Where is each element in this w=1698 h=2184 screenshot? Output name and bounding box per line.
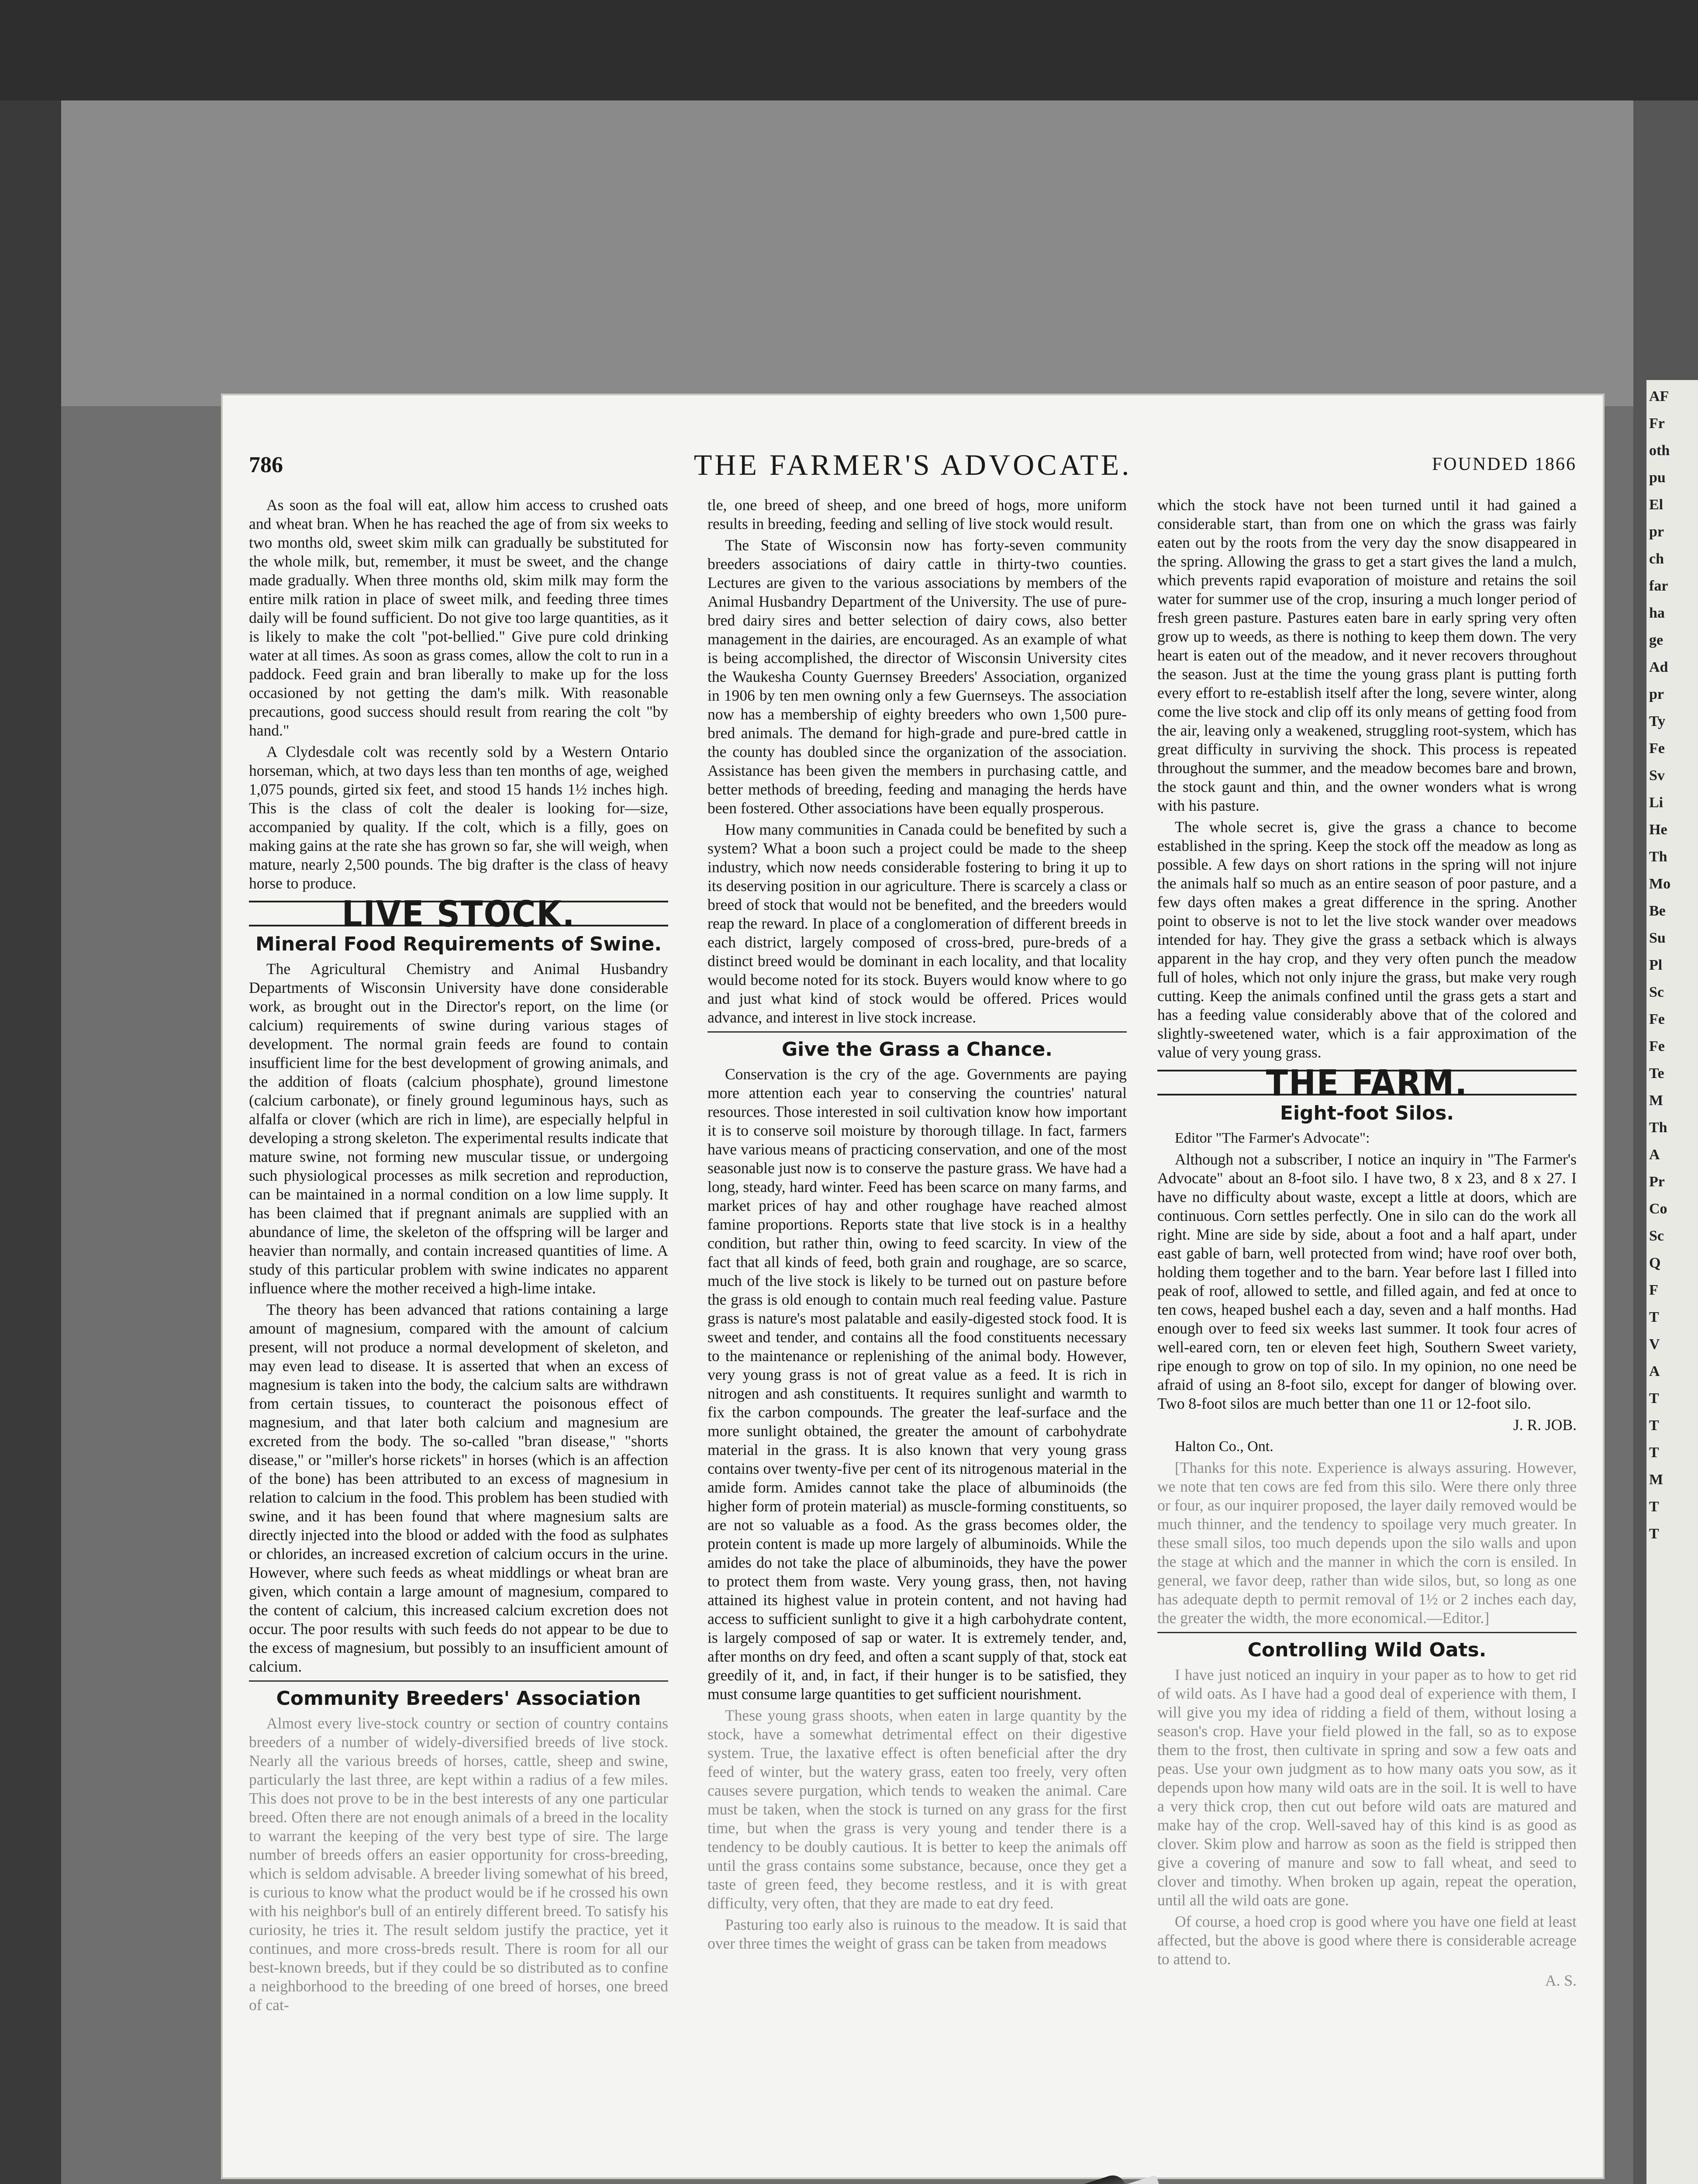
- neighbor-page-fragment: Q: [1649, 1255, 1661, 1271]
- neighbor-page-fragment: Su: [1649, 930, 1666, 946]
- neighbor-page-fragment: Co: [1649, 1201, 1667, 1217]
- neighbor-page-fragment: Pr: [1649, 1174, 1665, 1190]
- neighbor-page-fragment: F: [1649, 1282, 1658, 1298]
- place-line: Halton Co., Ont.: [1175, 1438, 1274, 1455]
- article-paragraph: The State of Wisconsin now has forty-seven community breeders associations of dairy cattle in thirty-two counties. Lectures are given to the various associations by members of the Animal Husbandry Department of the University. The use of pure-bred dairy sires and better selection of dairy cows, also better management in the dairies, are encouraged. As an example of what is being accomplished, the director of Wisconsin University cites the Waukesha County Guernsey Breeders' Association, organized in 1906 by ten men owning only a few Guernseys. The association now has a membership of eighty breeders who own 1,500 pure-bred animals. The demand for high-grade and pure-bred cattle in the county has doubled since the organization of the association. Assistance has been given the members in purchasing cattle, and better methods of breeding, feeding and managing the herds have been fostered. Other associations have been equally prosperous.: [708, 536, 1127, 817]
- neighbor-page-fragment: M: [1649, 1092, 1663, 1109]
- neighbor-page-fragment: T: [1649, 1390, 1659, 1406]
- article-paragraph: Pasturing too early also is ruinous to the meadow. It is said that over three times the weight of grass can be taken from meadows: [708, 1916, 1127, 1952]
- neighbor-page-fragment: Fe: [1649, 740, 1665, 757]
- column-3: [1157, 496, 1577, 1993]
- article-paragraph: I have just noticed an inquiry in your paper as to how to get rid of wild oats. As I have had a good deal of experience with them, I will give you my idea of ridding a field of them, without losing a season's crop. Have your field plowed in the fall, so as to expose them to the frost, then cultivate in spring and sow a few oats and peas. Use your own judgment as to how many oats you sow, as it depends upon how many wild oats are in the soil. It is well to have a very thick crop, then cut out before wild oats are matured and make hay of the crop. Well-saved hay of this kind is as good as clover. Skim plow and harrow as soon as the field is stripped then give a covering of manure and sow to fall wheat, and seed to clover and timothy. When broken up again, repeat the operation, until all the wild oats are gone.: [1157, 1666, 1577, 1909]
- divider: [708, 1031, 1127, 1033]
- department-heading-live-stock: LIVE STOCK.: [249, 901, 668, 926]
- scan-border-top: [0, 0, 1698, 100]
- neighbor-page-fragment: pu: [1649, 470, 1666, 486]
- neighbor-page-fragment: ch: [1649, 551, 1664, 567]
- article-headline: Eight-foot Silos.: [1280, 1102, 1454, 1124]
- neighbor-page-fragment: Mo: [1649, 876, 1671, 892]
- neighbor-page-fragment: pr: [1649, 524, 1664, 540]
- neighbor-page-fragment: A: [1649, 1147, 1660, 1163]
- neighbor-page-fragment: oth: [1649, 442, 1670, 459]
- article-paragraph: Almost every live-stock country or section of country contains breeders of a number of widely-diversified breeds of live stock. Nearly all the various breeds of horses, cattle, sheep and swine, particularly the last three, are kept within a radius of a few miles. This does not prove to be in the best interests of any one particular breed. Often there are not enough animals of a breed in the locality to warrant the keeping of the very best type of sire. The large number of breeds offers an easier opportunity for cross-breeding, which is seldom advisable. A breeder living somewhat of his breed, is curious to know what the product would be if he crossed his own with his neighbor's bull of an entirely different breed. To satisfy his curiosity, he tries it. The result seldom justify the practice, yet it continues, and more cross-breds result. There is room for all our best-known breeds, but if they could be so distributed as to confine a neighborhood to the breeding of one breed of horses, one breed of cat-: [249, 1714, 668, 2014]
- article-paragraph: As soon as the foal will eat, allow him access to crushed oats and wheat bran. When he has reached the age of from six weeks to two months old, sweet skim milk can gradually be substituted for the whole milk, but, remember, it must be sweet, and the change made gradually. When three months old, skim milk may form the entire milk ration in place of sweet milk, and feeding three times daily will be found sufficient. Do not give too large quantities, as it is likely to make the colt "pot-bellied." Give pure cold drinking water at all times. As soon as grass comes, allow the colt to run in a paddock. Feed grain and bran liberally to make up for the loss occasioned by not getting the dam's milk. With reasonable precautions, good success should result from rearing the colt "by hand.": [249, 496, 668, 739]
- neighbor-page-strip: [1646, 380, 1698, 2184]
- article-paragraph: A Clydesdale colt was recently sold by a Western Ontario horseman, which, at two days less than ten months of age, weighed 1,075 pounds, girted six feet, and stood 15 hands 1½ inches high. This is the class of colt the dealer is looking for—size, accompanied by quality. If the colt, which is a filly, goes on making gains at the rate she has grown so far, she will weigh, when mature, nearly 2,500 pounds. The big drafter is the class of heavy horse to produce.: [249, 743, 668, 892]
- page-header: [249, 448, 1577, 487]
- signature: J. R. JOB.: [1513, 1416, 1577, 1434]
- article-paragraph: which the stock have not been turned until it had gained a considerable start, than from one on which the grass was fairly eaten out by the roots from the very day the snow disappeared in the spring. Allowing the grass to get a start gives the land a mulch, which prevents rapid evaporation of moisture and retains the soil water for summer use of the crop, insuring a much longer period of fresh green pasture. Pastures eaten bare in early spring very often grow up to weeds, as there is nothing to keep them down. The very heart is eaten out of the meadow, and it never recovers throughout the season. Just at the time the young grass plant is putting forth every effort to re-establish itself after the long, severe winter, along come the live stock and clip off its only means of getting food from the air, leaving only a weakened, struggling root-system, which has great difficulty in surviving the shock. This process is repeated throughout the summer, and the meadow becomes bare and brown, the stock gaunt and thin, and the owner wonders what is wrong with his pasture.: [1157, 496, 1577, 814]
- neighbor-page-fragment: Te: [1649, 1065, 1664, 1082]
- neighbor-page-fragment: T: [1649, 1526, 1659, 1542]
- article-headline: Controlling Wild Oats.: [1247, 1639, 1487, 1661]
- neighbor-page-fragment: M: [1649, 1472, 1663, 1488]
- neighbor-page-fragment: Fr: [1649, 415, 1665, 432]
- neighbor-page-fragment: A: [1649, 1363, 1660, 1379]
- neighbor-page-fragment: ha: [1649, 605, 1665, 621]
- neighbor-page-fragment: Li: [1649, 795, 1663, 811]
- divider: [249, 1680, 668, 1682]
- neighbor-page-fragment: Sc: [1649, 1228, 1664, 1244]
- neighbor-page-fragment: Fe: [1649, 1011, 1665, 1027]
- neighbor-page-fragment: V: [1649, 1336, 1660, 1352]
- neighbor-page-fragment: He: [1649, 822, 1667, 838]
- column-1: [249, 496, 668, 2017]
- scan-border-left: [0, 100, 61, 2184]
- neighbor-page-fragment: Th: [1649, 1120, 1667, 1136]
- neighbor-page-fragment: T: [1649, 1499, 1659, 1515]
- article-headline: Mineral Food Requirements of Swine.: [255, 933, 662, 955]
- neighbor-page-fragment: Ty: [1649, 713, 1666, 729]
- neighbor-page-fragment: T: [1649, 1417, 1659, 1434]
- neighbor-page-fragment: Be: [1649, 903, 1666, 919]
- newspaper-page: [223, 395, 1603, 2177]
- divider: [1157, 1632, 1577, 1633]
- scan-background: [61, 100, 1633, 406]
- article-paragraph: Although not a subscriber, I notice an inquiry in "The Farmer's Advocate" about an 8-foot silo. I have two, 8 x 23, and 8 x 27. I have no difficulty about waste, except a little at doors, which are continuous. Corn settles perfectly. One in silo can do the work all right. Mine are side by side, about a foot and a half apart, under east gable of barn, well protected from wind; have roof over both, holding them together and to the barn. Year before last I filled into peak of roof, allowed to settle, and filled again, and fed at once to ten cows, heaped bushel each a day, seven and a half months. Had enough over to feed six weeks last summer. It took four acres of well-eared corn, ten or eleven feet high, Southern Sweet variety, ripe enough to grow on top of silo. In my opinion, no one need be afraid of using an 8-foot silo, except for danger of blowing over. Two 8-foot silos are much better than one 11 or 12-foot silo.: [1157, 1151, 1577, 1412]
- neighbor-page-fragment: Sc: [1649, 984, 1664, 1000]
- article-paragraph: The theory has been advanced that rations containing a large amount of magnesium, compared with the amount of calcium present, will not produce a normal development of skeleton, and may even lead to disease. It is asserted that when an excess of magnesium is taken into the body, the calcium salts are withdrawn from certain tissues, to counteract the poisonous effect of magnesium, and that later both calcium and magnesium are excreted from the body. The so-called "bran disease," "shorts disease," or "miller's horse rickets" in horses (which is an affection of the bone) has been attributed to an excess of magnesium in relation to calcium in the food. This problem has been studied with swine, and it has been found that where magnesium salts are directly injected into the blood or added with the food as sulphates or chlorides, an increased excretion of calcium occurs in the urine. However, where such feeds as wheat middlings or wheat bran are given, which contain a large amount of magnesium, compared to the content of calcium, this increased calcium excretion does not occur. The poor results with such feeds do not appear to be due to the excess of magnesium, but possibly to an insufficient amount of calcium.: [249, 1301, 668, 1675]
- article-paragraph: These young grass shoots, when eaten in large quantity by the stock, have a somewhat detrimental effect on their digestive system. True, the laxative effect is often beneficial after the dry feed of winter, but the watery grass, eaten too freely, very often causes severe purgation, which tends to weaken the animal. Care must be taken, when the stock is turned on any grass for the first time, but when the grass is very young and tender there is a tendency to be doubly cautious. It is better to keep the animals off until the grass contains some substance, because, once they get a taste of green feed, they become restless, and it is with great difficulty, very often, that they are made to eat dry feed.: [708, 1707, 1127, 1912]
- article-paragraph: The Agricultural Chemistry and Animal Husbandry Departments of Wisconsin University have done considerable work, as brought out in the Director's report, on the lime (or calcium) requirements of swine during various stages of development. The normal grain feeds are found to contain insufficient lime for the best development of growing animals, and the addition of floats (calcium phosphate), ground limestone (calcium carbonate), or finely ground leguminous hays, such as alfalfa or clover (which are rich in lime), are especially helpful in developing a strong skeleton. The experimental results indicate that mature swine, not forming new muscular tissue, or undergoing such physiological processes as milk secretion and reproduction, can be maintained in a normal condition on a low lime supply. It has been claimed that if pregnant animals are supplied with an abundance of lime, the skeleton of the offspring will be larger and heavier than normally, and contain increased quantities of lime. A study of this particular problem with swine indicates no apparent influence where the mother received a high-lime intake.: [249, 960, 668, 1297]
- neighbor-page-fragment: AF: [1649, 388, 1669, 404]
- neighbor-page-fragment: T: [1649, 1309, 1659, 1325]
- article-paragraph: Conservation is the cry of the age. Governments are paying more attention each year to conserving the countries' natural resources. Those interested in soil cultivation know how important it is to conserve soil moisture by thorough tillage. In fact, farmers have various means of practicing conservation, and one of the most seasonable just now is to conserve the pasture grass. We have had a long, steady, hard winter. Feed has been scarce on many farms, and market prices of hay and other roughage have reached almost famine proportions. Reports state that live stock is in a healthy condition, but rather thin, owing to feed scarcity. In view of the fact that all kinds of feed, both grain and roughage, are so scarce, much of the live stock is likely to be turned out on pasture before the grass is old enough to contain much real feeding value. Pasture grass is nature's most palatable and easily-digested stock food. It is sweet and tender, and contains all the food constituents necessary to the maintenance or replenishing of the animal body. However, very young grass is not of great value as a feed. It is rich in nitrogen and ash constituents. It requires sunlight and warmth to fix the carbon compounds. The greater the leaf-surface and the more sunlight obtained, the greater the amount of carbohydrate material in the grass. It is also known that very young grass contains over twenty-five per cent of its nitrogenous material in the amide form. Amides cannot take the place of albuminoids (the higher form of protein material) as muscle-forming constituents, so are not so valuable as a food. As the grass becomes older, the protein content is made up more largely of albuminoids. While the amides do not take the place of albuminoids, they have the power to protect them from waste. Very young grass, then, not having attained its highest value in protein content, and not having had access to sufficient sunlight to give it a high carbohydrate content, is largely composed of sap or water. It is extremely tender, and, after months on dry feed, and often a scant supply of that, stock eat greedily of it, and, in fact, if their hunger is to be satisfied, they must consume large quantities to get sufficient nourishment.: [708, 1065, 1127, 1703]
- column-2: [708, 496, 1127, 1956]
- article-paragraph: tle, one breed of sheep, and one breed of hogs, more uniform results in breeding, feeding and selling of live stock would result.: [708, 496, 1127, 532]
- article-headline: Community Breeders' Association: [276, 1687, 641, 1710]
- neighbor-page-fragment: Sv: [1649, 767, 1665, 784]
- editor-note: [Thanks for this note. Experience is always assuring. However, we note that ten cows are fed from this silo. Were there only three or four, as our inquirer proposed, the layer daily removed would be much thinner, and the tendency to spoilage very much greater. In these small silos, too much depends upon the silo walls and upon the stage at which and the manner in which the corn is ensiled. In general, we favor deep, rather than wide silos, but, so long as one has adequate depth to permit removal of 1½ or 2 inches each day, the greater the width, the more economical.—Editor.]: [1157, 1459, 1577, 1627]
- article-paragraph: Of course, a hoed crop is good where you have one field at least affected, but the above is good where there is considerable acreage to attend to.: [1157, 1913, 1577, 1968]
- department-heading-the-farm: THE FARM.: [1157, 1070, 1577, 1095]
- article-paragraph: How many communities in Canada could be benefited by such a system? What a boon such a project could be made to the sheep industry, which now needs considerable fostering to bring it up to its deserving position in our agriculture. There is scarcely a class or breed of stock that would not be benefited, and the breeders would reap the reward. In place of a conglomeration of different breeds in each district, largely composed of cross-bred, pure-breds of a distinct breed would be dominant in each locality, and that locality would become noted for its stock. Buyers would know where to go and just what kind of stock would be offered. Prices would advance, and interest in live stock increase.: [708, 821, 1127, 1026]
- neighbor-page-fragment: pr: [1649, 686, 1664, 702]
- neighbor-page-fragment: Th: [1649, 849, 1667, 865]
- neighbor-page-fragment: Pl: [1649, 957, 1663, 973]
- neighbor-page-fragment: El: [1649, 497, 1663, 513]
- article-paragraph: The whole secret is, give the grass a chance to become established in the spring. Keep the stock off the meadow as long as possible. A few days on short rations in the spring will not injure the animals half so much as an entire season of poor pasture, and a few days often makes a great difference in the spring. Another point to observe is not to let the live stock wander over meadows intended for hay. They give the grass a setback which is always apparent in the hay crop, and they very often punch the meadow full of holes, which not only injure the grass, but make very rough cutting. Keep the animals confined until the grass gets a start and has a feeding value considerably above that of the colored and slightly-sweetened water, which is a fair approximation of the value of very young grass.: [1157, 818, 1577, 1061]
- neighbor-page-fragment: ge: [1649, 632, 1663, 648]
- neighbor-page-fragment: Ad: [1649, 659, 1668, 675]
- signature: A. S.: [1545, 1972, 1577, 1989]
- founded-line: FOUNDED 1866: [1432, 454, 1577, 474]
- neighbor-page-fragment: far: [1649, 578, 1668, 594]
- masthead: THE FARMER'S ADVOCATE.: [694, 448, 1132, 481]
- editor-salutation: Editor "The Farmer's Advocate":: [1175, 1130, 1370, 1146]
- neighbor-page-fragment: T: [1649, 1444, 1659, 1461]
- page-number: 786: [249, 453, 283, 477]
- article-headline: Give the Grass a Chance.: [781, 1038, 1053, 1061]
- neighbor-page-fragment: Fe: [1649, 1038, 1665, 1054]
